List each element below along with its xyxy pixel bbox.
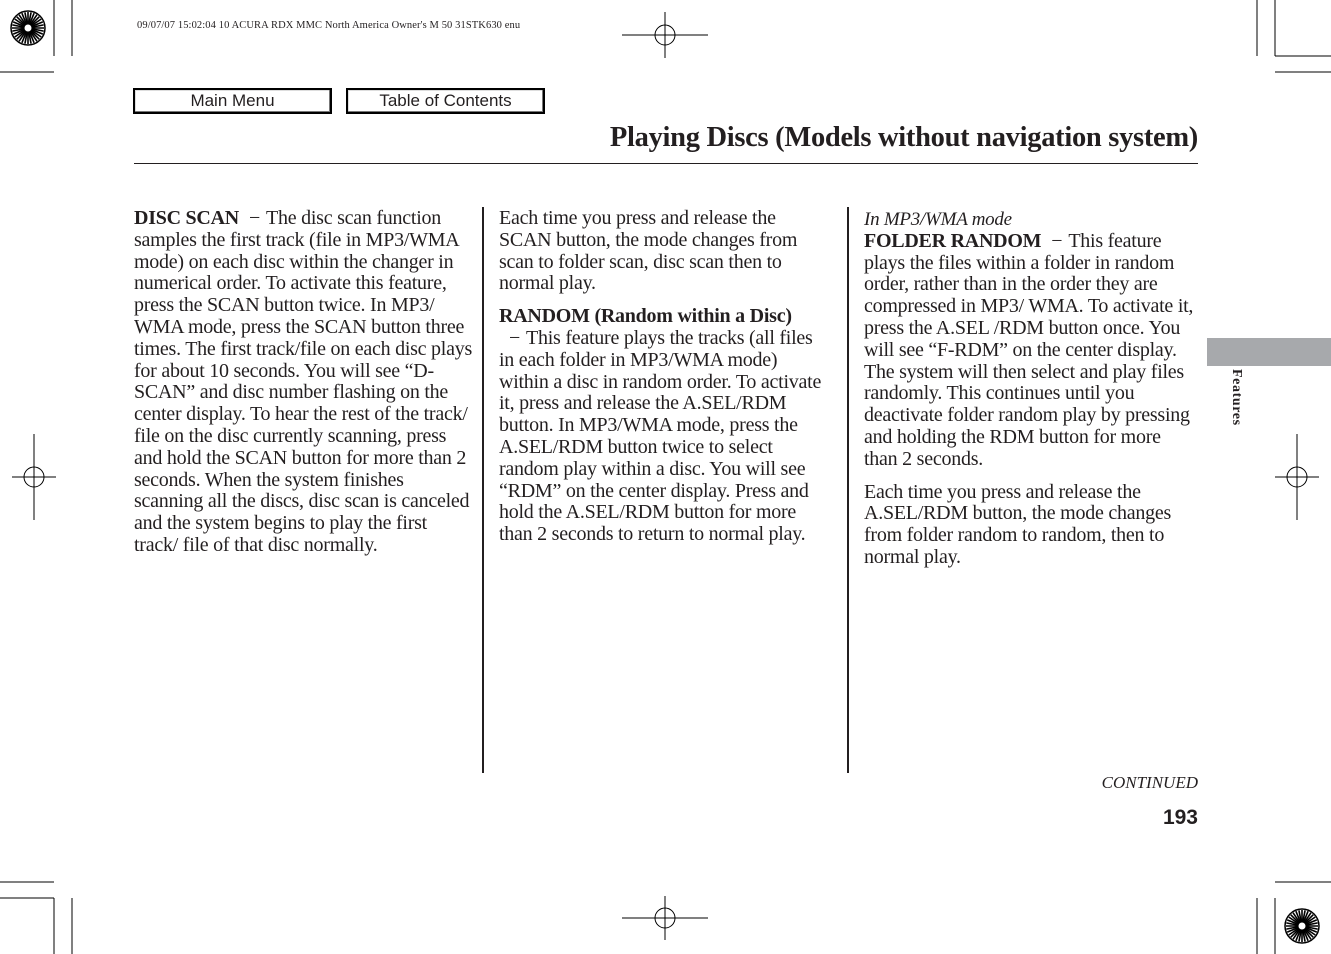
folder-random-heading: FOLDER RANDOM xyxy=(864,229,1042,252)
disc-scan-heading: DISC SCAN xyxy=(134,207,239,229)
print-meta-line: 09/07/07 15:02:04 10 ACURA RDX MMC North America Owner's M 50 31STK630 enu xyxy=(137,20,521,31)
table-of-contents-button[interactable]: Table of Contents xyxy=(346,88,545,114)
folder-random-mode-paragraph: Each time you press and release the A.SEL/RDM button, the mode changes from folder random to random, then to normal play. xyxy=(864,480,1172,568)
random-text: This feature plays the tracks (all files in each folder in MP3/WMA mode) within a disc in random order. To activate it, press and release the A.SEL/RDM button. In MP3/WMA mode, press the A.SEL/RDM button twice to select random play within a disc. You will see “RDM” on the center display. Press and hold the A.SEL/RDM button for more than 2 seconds to return to normal play. xyxy=(499,326,822,546)
continued-label: CONTINUED xyxy=(1101,773,1198,792)
dash: − xyxy=(1051,229,1063,252)
section-tab-label: Features xyxy=(1229,369,1244,426)
main-menu-button[interactable]: Main Menu xyxy=(133,88,332,114)
random-heading: RANDOM (Random within a Disc) xyxy=(499,305,792,328)
dash: − xyxy=(509,326,521,349)
mp3-wma-subheading: In MP3/WMA mode xyxy=(864,209,1012,230)
sunburst-mark-icon xyxy=(11,11,45,45)
folder-random-text: This feature plays the files within a folder in random order, rather than in the order they are compressed in MP3/ WMA. To activate it, press the A.SEL /RDM button once. You will see “F-RDM” on the center display. The system will then select and play files randomly. This continues until you deactivate folder random play by pressing and holding the RDM button for more than 2 seconds. xyxy=(864,229,1194,470)
sunburst-mark-icon xyxy=(1285,909,1319,943)
dash: − xyxy=(249,207,261,229)
disc-scan-text: The disc scan function samples the first track (file in MP3/WMA mode) on each disc within the changer in numerical order. To activate this feature, press the SCAN button twice. In MP3/ WMA mode, press the SCAN button three times. The first track/file on each disc plays for about 10 seconds. You will see “D-SCAN” and disc number flashing on the center display. To hear the rest of the track/ file on the disc currently scanning, press and hold the SCAN button for more than 2 seconds. When the system finishes scanning all the discs, disc scan is canceled and the system begins to play the first track/ file of that disc normally. xyxy=(134,207,473,556)
page-title: Playing Discs (Models without navigation system) xyxy=(609,122,1198,153)
page-number: 193 xyxy=(1162,806,1198,829)
scan-mode-paragraph: Each time you press and release the SCAN button, the mode changes from scan to folder scan, disc scan then to normal play. xyxy=(499,207,798,295)
